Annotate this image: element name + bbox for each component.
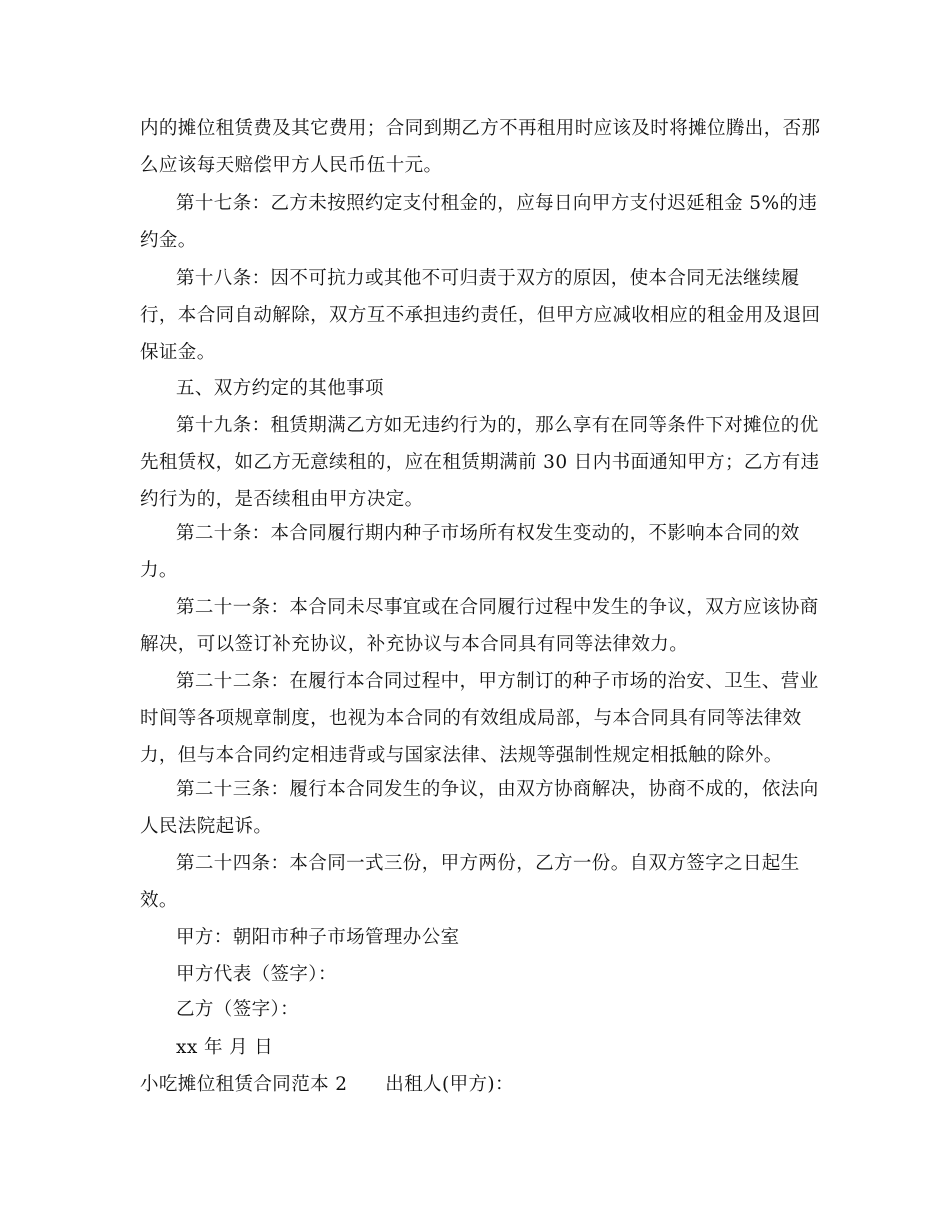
text-line: 力，但与本合同约定相违背或与国家法律、法规等强制性规定相抵触的除外。 (140, 745, 783, 766)
clause-19-heading: 第十九条：租赁期满乙方如无违约行为的，那么享有在同等条件下对摊位的优 (176, 415, 819, 436)
clause-17-heading: 第十七条：乙方未按照约定支付租金的，应每日向甲方支付迟延租金 5%的违 (176, 193, 818, 214)
section-5-heading: 五、双方约定的其他事项 (176, 378, 384, 399)
next-contract-title-line: 小吃摊位租赁合同范本 2 出租人(甲方)： (140, 1074, 514, 1095)
text-line: 人民法院起诉。 (140, 816, 273, 837)
clause-22-heading: 第二十二条：在履行本合同过程中，甲方制订的种子市场的治安、卫生、营业 (176, 671, 819, 692)
clause-21-heading: 第二十一条：本合同未尽事宜或在合同履行过程中发生的争议，双方应该协商 (176, 597, 819, 618)
text-line: 么应该每天赔偿甲方人民币伍十元。 (140, 155, 443, 176)
text-line: 行，本合同自动解除，双方互不承担违约责任，但甲方应减收相应的租金用及退回 (140, 305, 821, 326)
clause-23-heading: 第二十三条：履行本合同发生的争议，由双方协商解决，协商不成的，依法向 (176, 779, 819, 800)
clause-24-heading: 第二十四条：本合同一式三份，甲方两份，乙方一份。自双方签字之日起生 (176, 853, 800, 874)
date-line: xx 年 月 日 (176, 1037, 274, 1058)
text-line: 先租赁权，如乙方无意续租的，应在租赁期满前 30 日内书面通知甲方；乙方有违 (140, 452, 820, 473)
text-line: 时间等各项规章制度，也视为本合同的有效组成局部，与本合同具有同等法律效 (140, 708, 802, 729)
party-a-line: 甲方：朝阳市种子市场管理办公室 (176, 927, 460, 948)
text-line: 内的摊位租赁费及其它费用；合同到期乙方不再租用时应该及时将摊位腾出，否那 (140, 118, 821, 139)
party-a-rep-signature-line: 甲方代表（签字）： (176, 964, 337, 985)
party-b-signature-line: 乙方（签字）： (176, 999, 300, 1020)
text-line: 约行为的，是否续租由甲方决定。 (140, 489, 424, 510)
clause-20-heading: 第二十条：本合同履行期内种子市场所有权发生变动的，不影响本合同的效 (176, 523, 800, 544)
text-line: 力。 (140, 560, 178, 581)
text-line: 效。 (140, 890, 178, 911)
clause-18-heading: 第十八条：因不可抗力或其他不可归责于双方的原因，使本合同无法继续履 (176, 268, 800, 289)
text-line: 约金。 (140, 230, 197, 251)
text-line: 保证金。 (140, 342, 216, 363)
text-line: 解决，可以签订补充协议，补充协议与本合同具有同等法律效力。 (140, 634, 689, 655)
